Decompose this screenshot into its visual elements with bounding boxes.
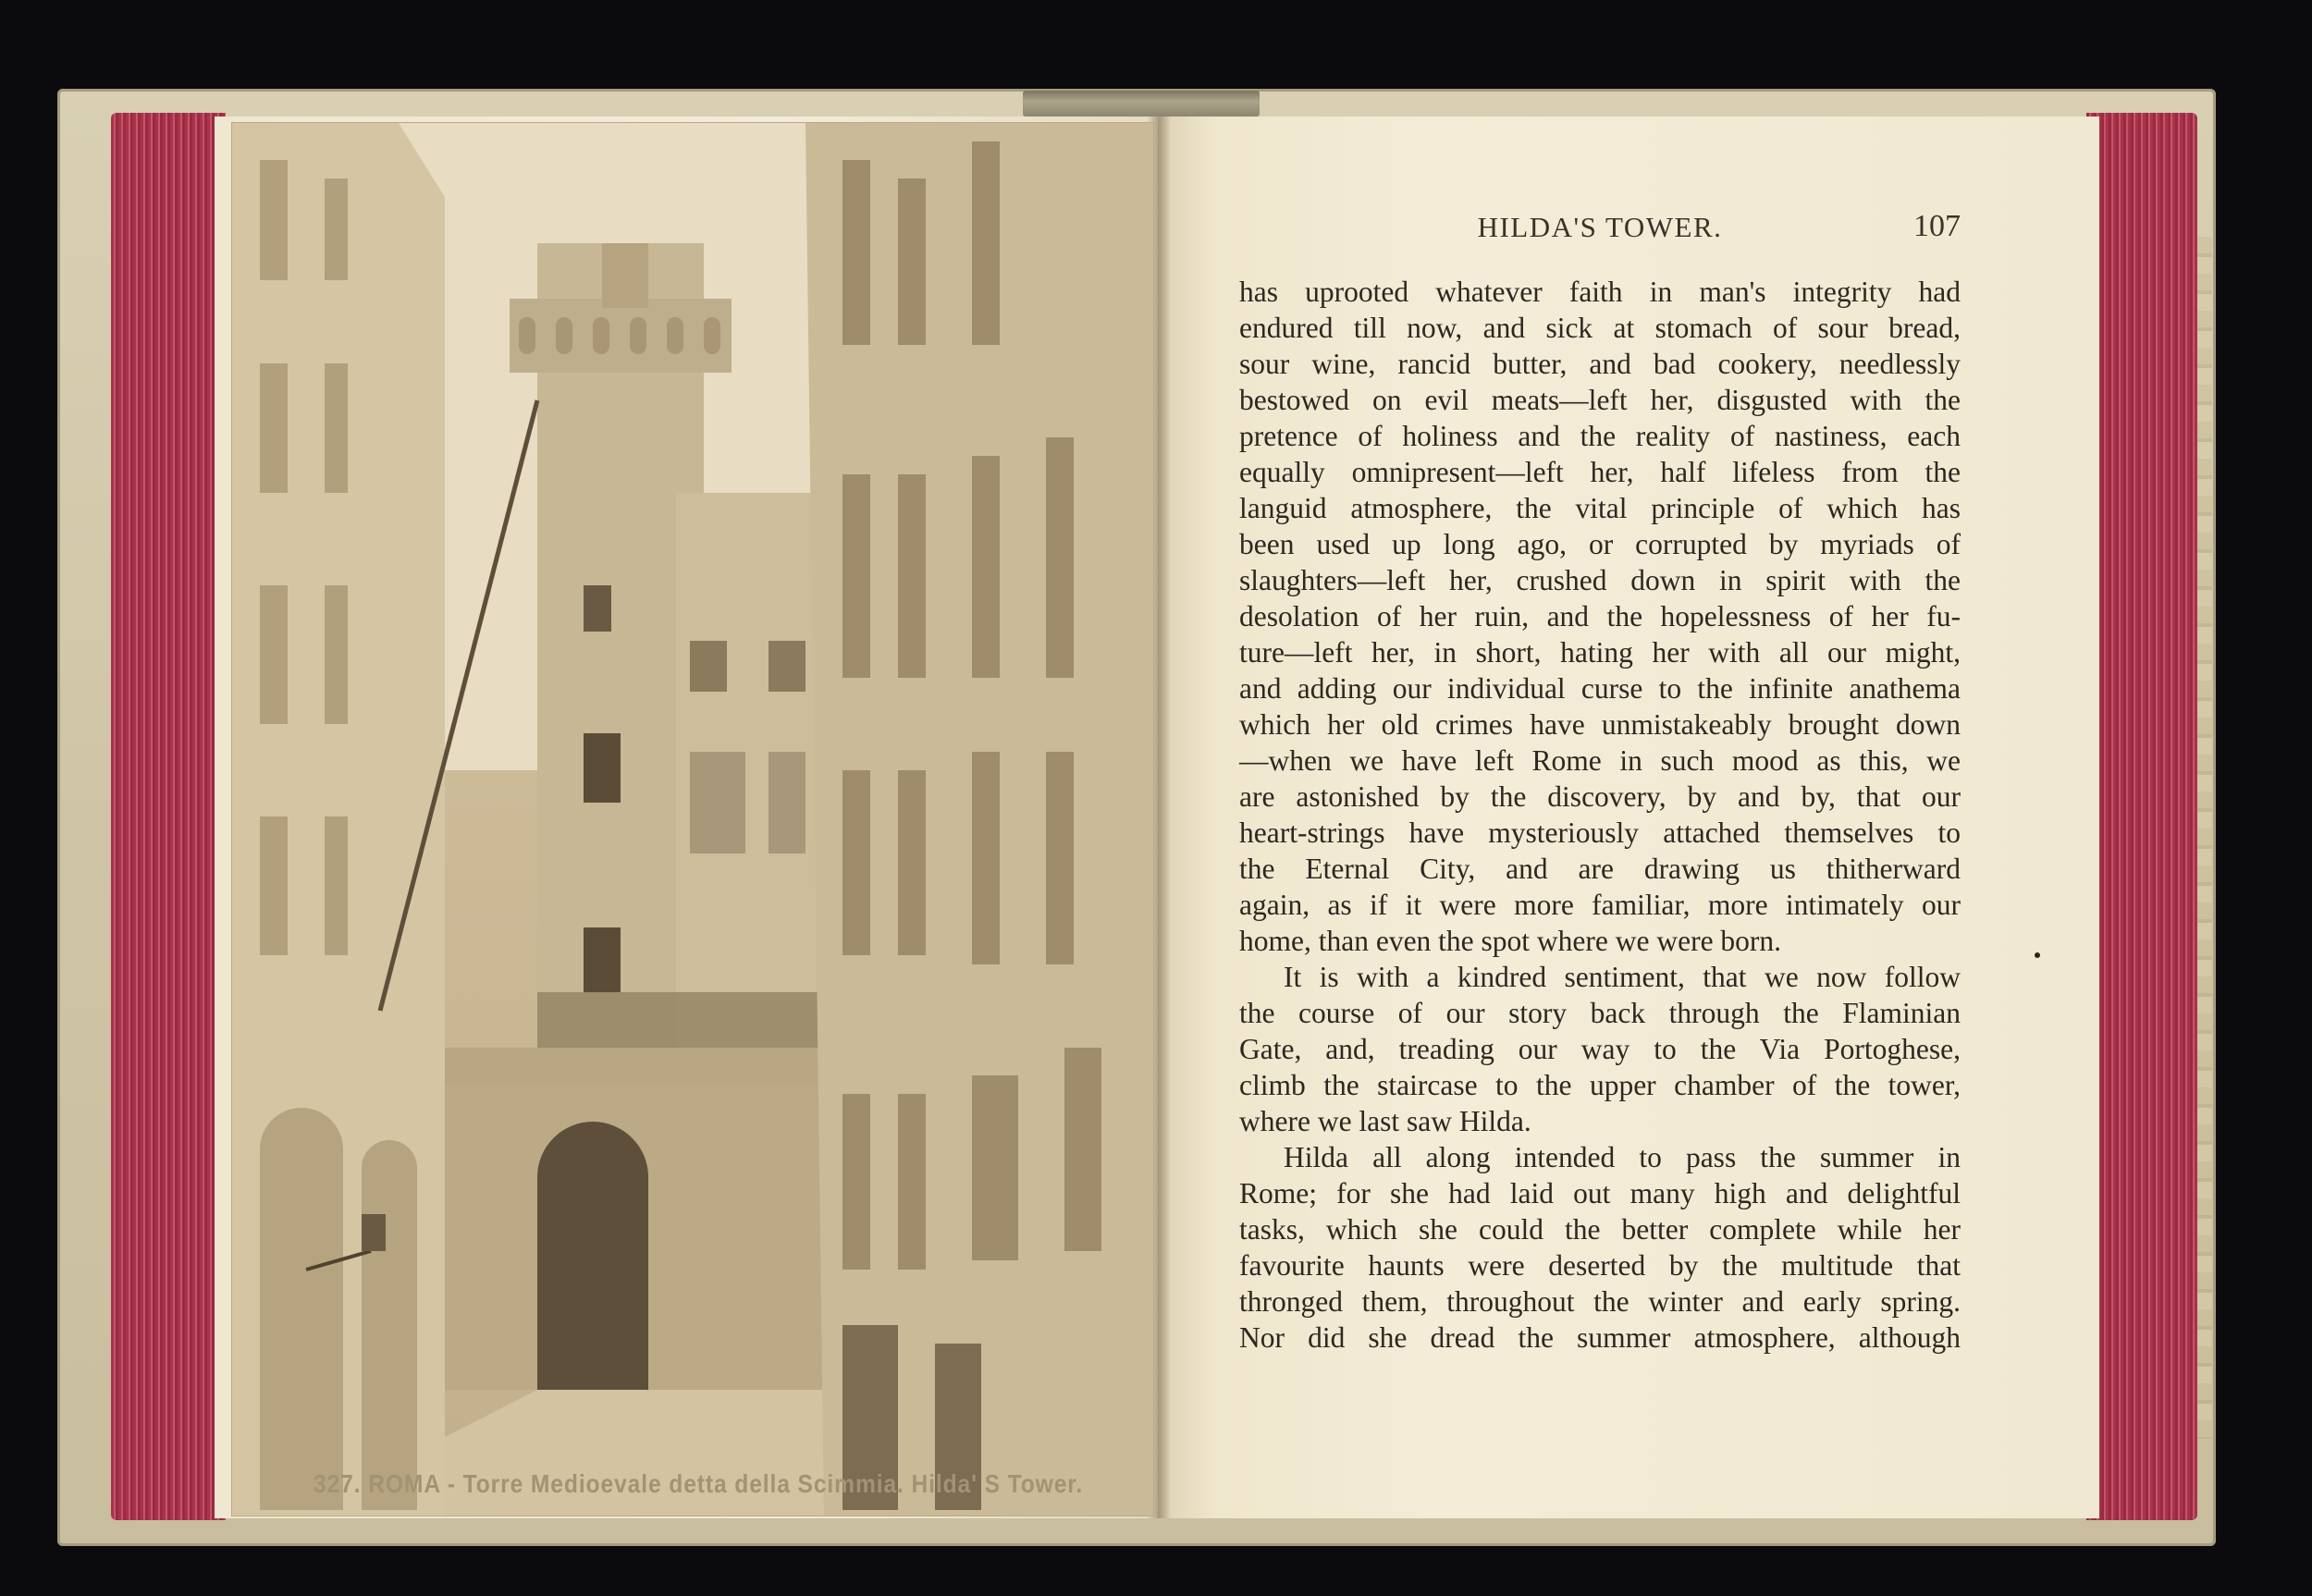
text-line: Hilda all along intended to pass the summer in (1284, 1141, 1961, 1173)
running-head: HILDA'S TOWER. (1477, 211, 1723, 243)
text-line: desolation of her ruin, and the hopelessness of her fu- (1239, 600, 1961, 632)
text-line: Nor did she dread the summer atmosphere, although (1239, 1321, 1961, 1354)
text-line: which her old crimes have unmistakeably brought down (1239, 708, 1961, 741)
right-page-edges (2086, 113, 2197, 1520)
text-line: —when we have left Rome in such mood as this, we (1239, 744, 1961, 777)
spine-clasp (1023, 91, 1260, 117)
text-line: sour wine, rancid butter, and bad cookery, needlessly (1239, 348, 1961, 380)
gateway-arch (537, 1122, 648, 1390)
text-line: again, as if it were more familiar, more intimately our (1239, 889, 1961, 921)
text-line: equally omnipresent—left her, half lifeless from the (1239, 456, 1961, 488)
text-line: slaughters—left her, crushed down in spirit with the (1239, 564, 1961, 596)
text-line: the course of our story back through the Flaminian (1239, 997, 1961, 1029)
text-line: been used up long ago, or corrupted by myriads of (1239, 528, 1961, 560)
text-line: tasks, which she could the better complete while her (1239, 1213, 1961, 1246)
text-line: ture—left her, in short, hating her with all our might, (1239, 636, 1961, 669)
photo-caption: 327. ROMA - Torre Medioevale detta della Scimmia. Hilda' S Tower. (314, 1469, 1084, 1498)
text-line: pretence of holiness and the reality of nastiness, each (1239, 420, 1961, 452)
text-line: climb the staircase to the upper chamber of the tower, (1239, 1069, 1961, 1101)
text-line: the Eternal City, and are drawing us thitherward (1239, 853, 1961, 885)
page-mark (2035, 952, 2040, 958)
text-line: Rome; for she had laid out many high and delightful (1239, 1177, 1961, 1209)
street-photograph (231, 122, 1154, 1516)
text-line: has uprooted whatever faith in man's integrity had (1239, 276, 1961, 308)
body-text (1239, 274, 1961, 1356)
text-line: and adding our individual curse to the infinite anathema (1239, 672, 1961, 705)
left-page-edges (111, 113, 226, 1520)
text-line: languid atmosphere, the vital principle of which has (1239, 492, 1961, 524)
text-line: are astonished by the discovery, by and by, that our (1239, 780, 1961, 813)
text-line: heart-strings have mysteriously attached themselves to (1239, 816, 1961, 849)
photo-illustration (232, 123, 1154, 1516)
text-line: home, than even the spot where we were born. (1239, 925, 1782, 957)
text-line: where we last saw Hilda. (1239, 1105, 1531, 1137)
text-line: favourite haunts were deserted by the multitude that (1239, 1249, 1961, 1282)
text-line: It is with a kindred sentiment, that we now follow (1284, 961, 1961, 993)
text-line: thronged them, throughout the winter and early spring. (1239, 1285, 1961, 1318)
text-line: Gate, and, treading our way to the Via Portoghese, (1239, 1033, 1961, 1065)
text-line: bestowed on evil meats—left her, disgusted with the (1239, 384, 1961, 416)
text-line: endured till now, and sick at stomach of sour bread, (1239, 312, 1961, 344)
page-number: 107 (1913, 209, 1961, 243)
